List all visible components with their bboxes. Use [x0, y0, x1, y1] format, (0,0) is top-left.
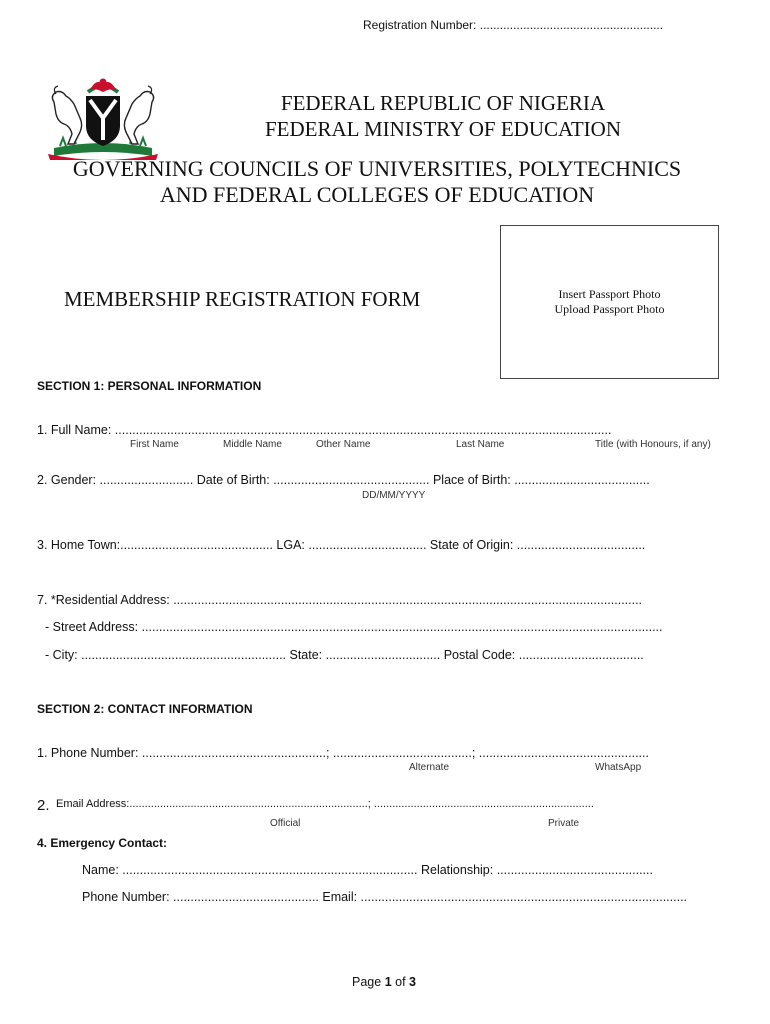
dob-format-hint: DD/MM/YYYY [362, 490, 426, 501]
name-part-last: Last Name [456, 439, 505, 450]
photo-insert-label: Insert Passport Photo [558, 287, 661, 301]
gender-dob-birthplace-row[interactable]: 2. Gender: ........................... Date of Birth: ............................................. Place of Birth: ....................................... [37, 473, 650, 487]
header-line-1: FEDERAL REPUBLIC OF NIGERIA [280, 91, 606, 115]
header-line-4: AND FEDERAL COLLEGES OF EDUCATION [159, 182, 595, 207]
page-total: 3 [409, 975, 416, 989]
page-indicator [352, 975, 416, 989]
full-name-field[interactable]: 1. Full Name: ............................................................................................................................................... [37, 423, 612, 437]
name-part-other: Other Name [316, 439, 371, 450]
emergency-name-relationship-row[interactable]: Name: ..................................................................................... Relationship: ............................................. [82, 863, 653, 877]
name-part-title: Title (with Honours, if any) [595, 439, 711, 450]
passport-photo-box[interactable] [500, 225, 719, 379]
street-address-field[interactable]: - Street Address: ...................................................................................................................................................... [45, 620, 663, 634]
section2-title: SECTION 2: CONTACT INFORMATION [37, 702, 253, 716]
section1-title: SECTION 1: PERSONAL INFORMATION [37, 379, 262, 393]
phone-whatsapp-label: WhatsApp [595, 762, 642, 773]
registration-number-line [363, 18, 663, 32]
email-item-number: 2. [37, 797, 50, 814]
phone-alternate-label: Alternate [409, 762, 450, 773]
page-label: Page [352, 975, 382, 989]
email-address-row[interactable]: Email Address:..............................................................................; ........................................................................ [56, 798, 594, 810]
hometown-lga-state-row[interactable]: 3. Home Town:............................................ LGA: .................................. State of Origin: ..................................... [37, 538, 646, 552]
header-line-3: GOVERNING COUNCILS OF UNIVERSITIES, POLYTECHNICS [72, 156, 682, 181]
photo-upload-label: Upload Passport Photo [554, 302, 665, 316]
registration-number-label: Registration Number: [363, 18, 477, 32]
residential-address-field[interactable]: 7. *Residential Address: ....................................................................................................................................... [37, 593, 643, 607]
email-private-label: Private [548, 818, 580, 829]
emergency-contact-title: 4. Emergency Contact: [37, 836, 168, 850]
page-of: of [395, 975, 406, 989]
email-official-label: Official [270, 818, 301, 829]
emergency-phone-email-row[interactable]: Phone Number: .......................................... Email: .............................................................................................. [82, 890, 688, 904]
page-current: 1 [384, 975, 392, 989]
header-line-2: FEDERAL MINISTRY OF EDUCATION [264, 117, 622, 141]
phone-number-row[interactable]: 1. Phone Number: .....................................................; ........................................; ................................................. [37, 746, 649, 760]
name-part-first: First Name [130, 439, 179, 450]
city-state-postal-row[interactable]: - City: ........................................................... State: ................................. Postal Code: .................................... [45, 648, 644, 662]
registration-number-field[interactable]: ....................................................... [479, 18, 664, 32]
form-title: MEMBERSHIP REGISTRATION FORM [64, 287, 421, 311]
name-part-middle: Middle Name [223, 439, 282, 450]
